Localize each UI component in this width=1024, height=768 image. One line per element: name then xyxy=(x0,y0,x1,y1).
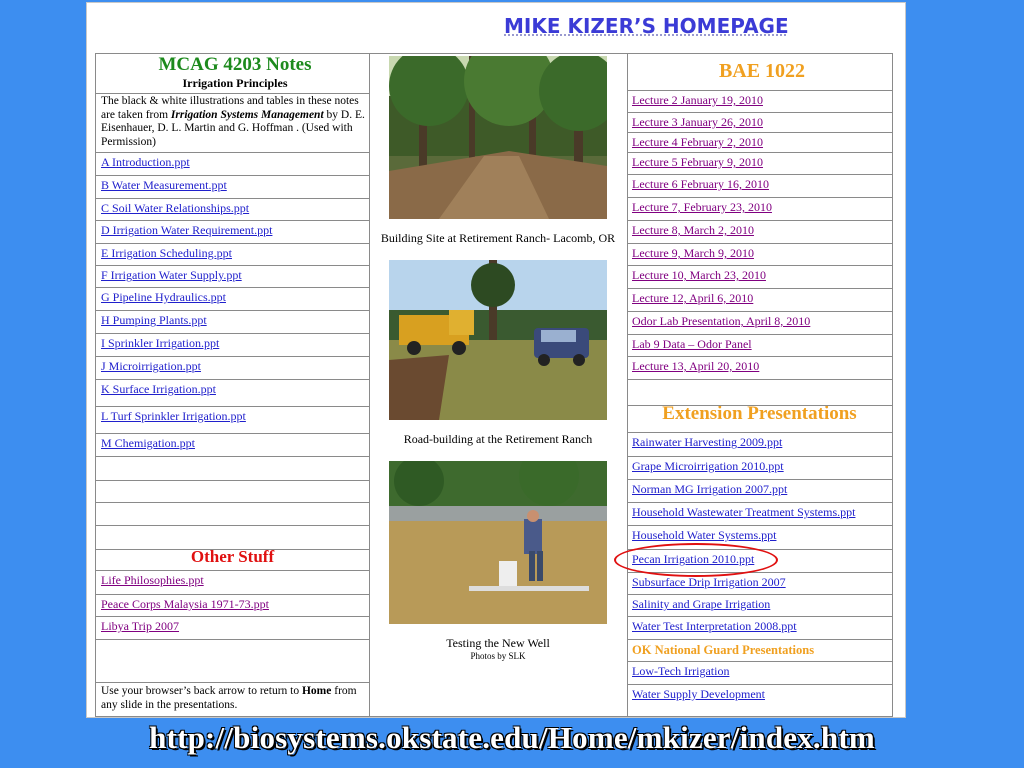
footer-home: Home xyxy=(301,685,332,697)
empty-cell xyxy=(96,640,369,683)
empty-cell xyxy=(96,481,369,503)
link-cell xyxy=(627,685,892,718)
content-table xyxy=(95,53,893,717)
empty-cell xyxy=(96,526,369,550)
link-cell xyxy=(627,617,892,640)
mcag-link[interactable]: L Turf Sprinkler Irrigation.ppt xyxy=(101,409,246,423)
extension-link[interactable]: Household Wastewater Treatment Systems.ppt xyxy=(632,505,856,519)
lecture-link[interactable]: Lecture 13, April 20, 2010 xyxy=(632,359,760,373)
link-cell xyxy=(96,221,369,244)
bae-header-cell xyxy=(627,54,892,91)
mcag-link[interactable]: M Chemigation.ppt xyxy=(101,436,195,450)
link-cell xyxy=(627,480,892,503)
book-title: Irrigation Systems Management xyxy=(170,108,324,121)
other-link[interactable]: Life Philosophies.ppt xyxy=(101,573,204,587)
link-cell xyxy=(96,244,369,266)
link-cell xyxy=(627,91,892,113)
road-building-photo xyxy=(389,260,607,420)
middle-column xyxy=(369,54,628,716)
link-cell xyxy=(627,595,892,617)
footer-prefix: Use your browser’s back arrow to return to xyxy=(101,685,302,697)
url-caption: http://biosystems.okstate.edu/Home/mkizer/index.htm xyxy=(149,720,875,755)
caption-text: Testing the New Well xyxy=(446,636,550,650)
photo-credit: Photos by SLK xyxy=(470,651,526,661)
guard-header-cell xyxy=(627,640,892,662)
lecture-link[interactable]: Lecture 9, March 9, 2010 xyxy=(632,246,754,260)
photo-caption-3 xyxy=(369,636,627,661)
guard-link[interactable]: Water Supply Development xyxy=(632,687,766,701)
link-cell xyxy=(627,289,892,312)
lecture-link[interactable]: Lecture 8, March 2, 2010 xyxy=(632,223,754,237)
link-cell xyxy=(96,288,369,311)
extension-link[interactable]: Subsurface Drip Irrigation 2007 xyxy=(632,575,786,589)
new-well-photo xyxy=(389,461,607,624)
link-cell xyxy=(627,175,892,198)
lecture-link[interactable]: Lecture 3 January 26, 2010 xyxy=(632,115,763,129)
empty-cell xyxy=(96,457,369,481)
other-link[interactable]: Libya Trip 2007 xyxy=(101,619,180,633)
link-cell xyxy=(96,199,369,221)
photo-caption-1: Building Site at Retirement Ranch- Lacomb, OR xyxy=(380,231,616,245)
note-prefix: The black & white illustrations and tables in these notes are taken from xyxy=(101,95,359,121)
mcag-header: MCAG 4203 Notes xyxy=(158,54,312,75)
mcag-subheader: Irrigation Principles xyxy=(182,76,288,90)
link-cell xyxy=(627,244,892,266)
link-cell xyxy=(96,334,369,357)
other-link[interactable]: Peace Corps Malaysia 1971-73.ppt xyxy=(101,597,269,611)
link-cell xyxy=(96,571,369,595)
extension-link[interactable]: Norman MG Irrigation 2007.ppt xyxy=(632,482,788,496)
link-cell xyxy=(96,311,369,334)
link-cell xyxy=(627,457,892,480)
link-cell xyxy=(627,113,892,133)
link-cell xyxy=(627,312,892,335)
mcag-link[interactable]: J Microirrigation.ppt xyxy=(101,359,201,373)
extension-link[interactable]: Household Water Systems.ppt xyxy=(632,528,777,542)
building-site-photo xyxy=(389,56,607,219)
link-cell xyxy=(96,153,369,176)
mcag-link[interactable]: H Pumping Plants.ppt xyxy=(101,313,207,327)
link-cell xyxy=(627,573,892,595)
link-cell xyxy=(627,433,892,457)
bae-header: BAE 1022 xyxy=(718,60,806,82)
lecture-link[interactable]: Lecture 5 February 9, 2010 xyxy=(632,155,763,169)
mcag-header-cell xyxy=(96,54,369,94)
lecture-link[interactable]: Lecture 6 February 16, 2010 xyxy=(632,177,769,191)
right-column xyxy=(627,54,892,716)
note-suffix: by D. E. Eisenhauer, D. L. Martin and G. Hoffman . (Used with Permission) xyxy=(101,108,365,148)
link-cell xyxy=(96,595,369,617)
link-cell xyxy=(96,380,369,407)
link-cell xyxy=(96,176,369,199)
link-cell xyxy=(627,198,892,221)
guard-header: OK National Guard Presentations xyxy=(632,643,815,657)
link-cell xyxy=(627,153,892,175)
lecture-link[interactable]: Lecture 4 February 2, 2010 xyxy=(632,135,763,149)
highlight-circle xyxy=(614,543,778,577)
link-cell xyxy=(627,503,892,526)
extension-header-cell xyxy=(627,406,892,433)
link-cell xyxy=(627,266,892,289)
link-cell xyxy=(96,407,369,434)
lecture-link[interactable]: Lecture 2 January 19, 2010 xyxy=(632,93,763,107)
lecture-link[interactable]: Lab 9 Data – Odor Panel xyxy=(632,337,752,351)
link-cell xyxy=(627,133,892,153)
extension-link[interactable]: Water Test Interpretation 2008.ppt xyxy=(632,619,797,633)
empty-cell xyxy=(96,503,369,526)
lecture-link[interactable]: Lecture 12, April 6, 2010 xyxy=(632,291,754,305)
other-header-cell xyxy=(96,550,369,571)
mcag-link[interactable]: D Irrigation Water Requirement.ppt xyxy=(101,223,273,237)
mcag-link[interactable]: C Soil Water Relationships.ppt xyxy=(101,201,250,215)
mcag-link[interactable]: A Introduction.ppt xyxy=(101,155,190,169)
lecture-link[interactable]: Odor Lab Presentation, April 8, 2010 xyxy=(632,314,811,328)
lecture-link[interactable]: Lecture 7, February 23, 2010 xyxy=(632,200,772,214)
footer-suffix: from any slide in the presentations. xyxy=(101,685,357,711)
link-cell xyxy=(627,335,892,357)
link-cell xyxy=(627,662,892,685)
permission-note xyxy=(96,94,369,153)
mcag-link[interactable]: G Pipeline Hydraulics.ppt xyxy=(101,290,226,304)
mcag-link[interactable]: K Surface Irrigation.ppt xyxy=(101,382,216,396)
extension-link[interactable]: Grape Microirrigation 2010.ppt xyxy=(632,459,784,473)
link-cell xyxy=(96,617,369,640)
guard-link[interactable]: Low-Tech Irrigation xyxy=(632,664,730,678)
footer-cell xyxy=(96,683,369,718)
photo-caption-2: Road-building at the Retirement Ranch xyxy=(403,432,593,446)
mcag-link[interactable]: B Water Measurement.ppt xyxy=(101,178,227,192)
lecture-link[interactable]: Lecture 10, March 23, 2010 xyxy=(632,268,766,282)
extension-link[interactable]: Rainwater Harvesting 2009.ppt xyxy=(632,435,783,449)
link-cell xyxy=(96,434,369,457)
extension-header: Extension Presentations xyxy=(662,406,857,424)
link-cell xyxy=(627,221,892,244)
mcag-link[interactable]: F Irrigation Water Supply.ppt xyxy=(101,268,242,282)
link-cell xyxy=(96,266,369,288)
extension-link[interactable]: Salinity and Grape Irrigation xyxy=(632,597,771,611)
link-cell xyxy=(627,357,892,380)
left-column xyxy=(96,54,370,716)
other-stuff-header: Other Stuff xyxy=(190,550,275,566)
link-cell xyxy=(96,357,369,380)
empty-cell xyxy=(627,380,892,406)
pecan-irrigation-link[interactable]: Pecan Irrigation 2010.ppt xyxy=(632,552,755,566)
mcag-link[interactable]: E Irrigation Scheduling.ppt xyxy=(101,246,232,260)
mcag-link[interactable]: I Sprinkler Irrigation.ppt xyxy=(101,336,220,350)
page-title[interactable]: MIKE KIZER’S HOMEPAGE xyxy=(504,14,789,38)
